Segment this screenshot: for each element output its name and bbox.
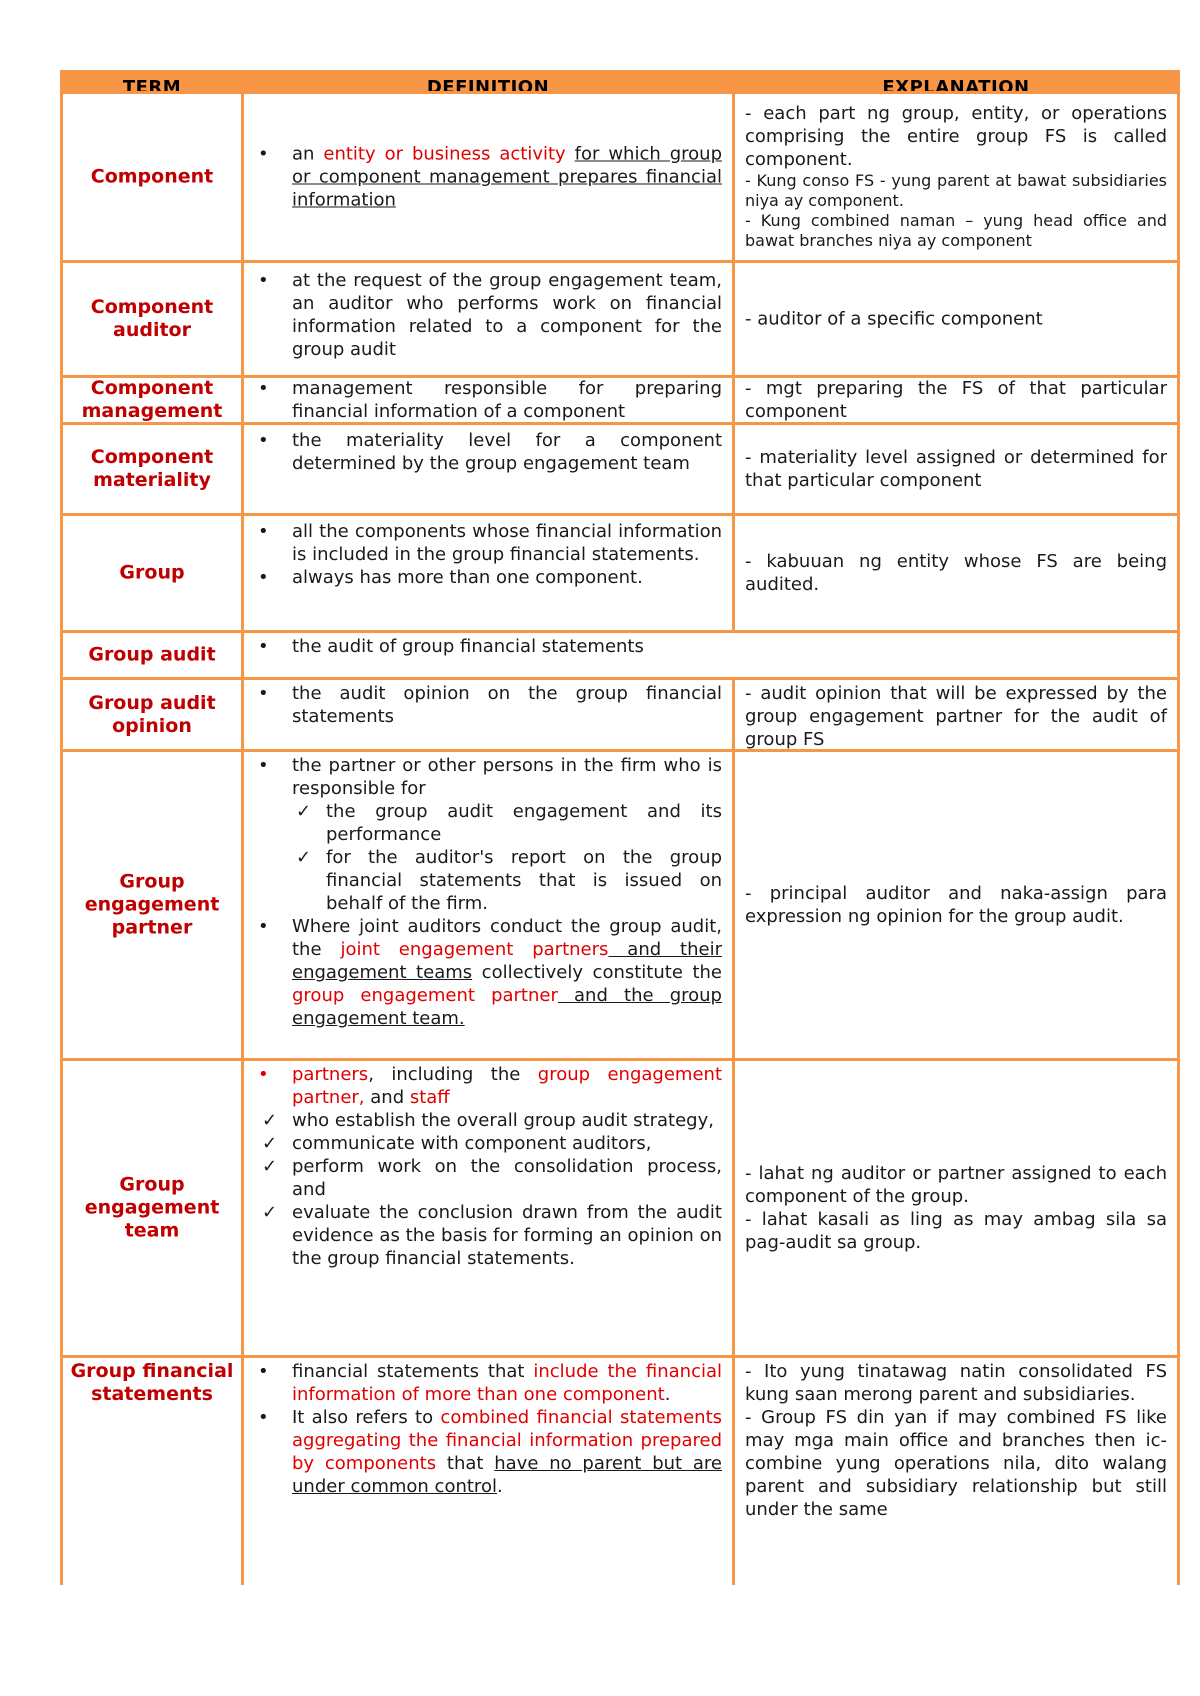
definition <box>254 1360 722 1498</box>
term: Group audit <box>88 643 216 666</box>
table-row-group-engagement-partner <box>60 749 1180 1061</box>
header-term: TERM <box>122 77 182 98</box>
list-item: • always has more than one component. <box>254 566 722 589</box>
list-item: • the materiality level for a component determined by the group engagement team <box>254 429 722 475</box>
header-definition: DEFINITION <box>426 77 550 98</box>
term: Group engagement partner <box>84 870 220 939</box>
explanation: - mgt preparing the FS of that particular component <box>745 378 1167 422</box>
table-row-component <box>60 91 1180 263</box>
definition <box>254 520 722 589</box>
definition <box>254 635 717 658</box>
term: Component management <box>81 377 223 422</box>
checklist-item: ✓ communicate with component auditors, <box>258 1132 722 1155</box>
table-row-group-financial-statements <box>60 1355 1180 1585</box>
table-row-group-engagement-team <box>60 1058 1180 1358</box>
table-row-group <box>60 513 1180 633</box>
list-item: • an entity or business activity for which group or component management prepares financial information <box>254 143 722 212</box>
list-item: • management responsible for preparing financial information of a component <box>254 377 722 423</box>
table-row-component-auditor <box>60 260 1180 378</box>
list-item: • Where joint auditors conduct the group audit, the joint engagement partners and their engagement teams collectively constitute the group engagement partner and the group engagement team. <box>254 915 722 1030</box>
explanation: - audit opinion that will be expressed by the group engagement partner for the audit of group FS <box>745 683 1167 750</box>
explanation: - each part ng group, entity, or operations comprising the entire group FS is called component. - Kung conso FS - yung parent at bawat subsidiaries niya ay component. - Kung combined naman – yung head office and bawat branches niya ay component <box>745 103 1167 250</box>
term: Group <box>119 561 185 584</box>
table-row-component-materiality <box>60 422 1180 516</box>
checklist-item: ✓ perform work on the consolidation process, and <box>258 1155 722 1201</box>
list-item: • the audit of group financial statements <box>254 635 717 658</box>
definition <box>254 269 722 361</box>
list-item: • the audit opinion on the group financial statements <box>254 682 722 728</box>
explanation: - Ito yung tinatawag natin consolidated FS kung saan merong parent and subsidiaries. - Group FS din yan if may combined FS like may mga main office and branches then ic-combine yung operations nila, dito walang parent and subsidiary relationship but still under the same <box>745 1361 1167 1520</box>
explanation: - kabuuan ng entity whose FS are being audited. <box>745 551 1167 595</box>
explanation: - auditor of a specific component <box>745 308 1043 330</box>
list-item: • financial statements that include the financial information of more than one component. <box>254 1360 722 1406</box>
list-item: • the partner or other persons in the firm who is responsible for ✓ the group audit engagement and its performance ✓ for the auditor's report on the group financial statements that is issued on behalf of the firm. <box>254 754 722 915</box>
explanation: - principal auditor and naka-assign para expression ng opinion for the group audit. <box>745 883 1167 927</box>
definition <box>254 429 722 475</box>
list-item: • all the components whose financial information is included in the group financial statements. <box>254 520 722 566</box>
definition <box>254 377 722 423</box>
table-row-group-audit-opinion <box>60 677 1180 752</box>
term: Group audit opinion <box>88 691 216 737</box>
header-explanation: EXPLANATION <box>882 77 1030 98</box>
explanation: - materiality level assigned or determined for that particular component <box>745 447 1167 491</box>
checklist-item: ✓ who establish the overall group audit strategy, <box>258 1109 722 1132</box>
explanation: - lahat ng auditor or partner assigned to each component of the group. - lahat kasali as ling as may ambag sila sa pag-audit sa group. <box>745 1163 1167 1253</box>
definition <box>254 754 722 1030</box>
term: Group engagement team <box>84 1173 220 1242</box>
term: Component materiality <box>90 446 214 491</box>
definition <box>254 682 722 728</box>
term: Component <box>90 165 214 188</box>
list-item: • partners, including the group engagement partner, and staff <box>254 1063 722 1109</box>
checklist-item: ✓ the group audit engagement and its performance <box>292 800 722 846</box>
checklist-item: ✓ evaluate the conclusion drawn from the audit evidence as the basis for forming an opinion on the group financial statements. <box>258 1201 722 1270</box>
checklist-item: ✓ for the auditor's report on the group financial statements that is issued on behalf of the firm. <box>292 846 722 915</box>
definition <box>254 143 722 212</box>
term: Component auditor <box>90 296 214 341</box>
list-item: • at the request of the group engagement team, an auditor who performs work on financial information related to a component for the group audit <box>254 269 722 361</box>
definition <box>254 1063 722 1270</box>
table-row-component-management <box>60 375 1180 425</box>
term: Group financial statements <box>70 1360 234 1405</box>
table-row-group-audit <box>60 630 1180 680</box>
list-item: • It also refers to combined financial statements aggregating the financial information prepared by components that have no parent but are under common control. <box>254 1406 722 1498</box>
